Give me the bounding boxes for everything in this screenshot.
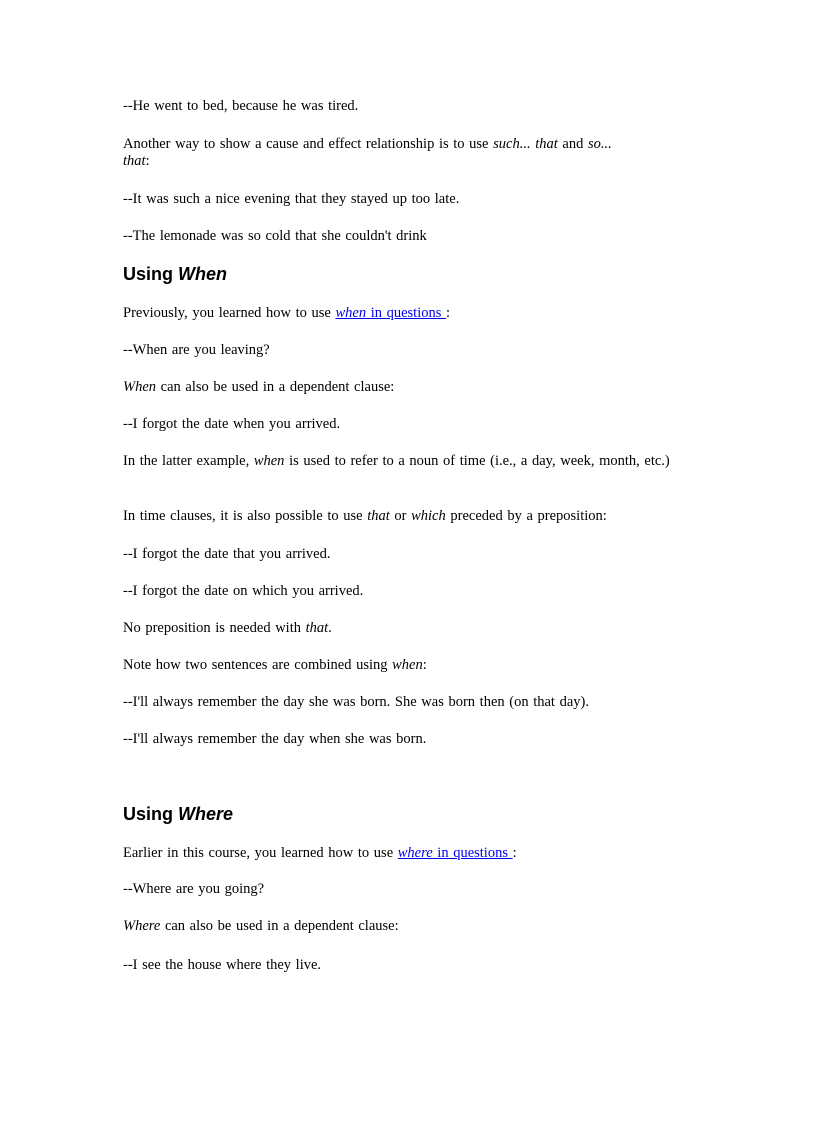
italic-that: that <box>123 153 146 169</box>
paragraph-previously: Previously, you learned how to use when in questions : <box>123 305 451 321</box>
paragraph-when-dependent: When can also be used in a dependent clause: <box>123 379 395 395</box>
example-forgot-date-on-which: --I forgot the date on which you arrived. <box>123 583 364 599</box>
example-where-going: --Where are you going? <box>123 881 265 897</box>
paragraph-such-that: Another way to show a cause and effect relationship is to use such... that and so... that: <box>123 136 612 169</box>
italic-that: that <box>535 136 558 152</box>
paragraph-where-dependent: Where can also be used in a dependent clause: <box>123 918 399 934</box>
text-segment: Another way to show a cause and effect relationship is to use <box>123 136 494 152</box>
document-page <box>123 0 703 1123</box>
example-forgot-date-when: --I forgot the date when you arrived. <box>123 416 341 432</box>
example-remember-day-when: --I'll always remember the day when she was born. <box>123 731 427 747</box>
example-when-leaving: --When are you leaving? <box>123 342 270 358</box>
heading-using-when: Using When <box>123 264 228 284</box>
paragraph-latter-example: In the latter example, when is used to refer to a noun of time (i.e., a day, week, month, etc.) <box>123 453 670 469</box>
heading-using-where: Using Where <box>123 804 234 824</box>
example-remember-born-then: --I'll always remember the day she was born. She was born then (on that day). <box>123 694 589 710</box>
paragraph-note-combined: Note how two sentences are combined using when: <box>123 657 427 673</box>
italic-such: such... <box>493 136 531 152</box>
italic-so: so... <box>587 136 612 152</box>
example-nice-evening: --It was such a nice evening that they stayed up too late. <box>123 191 460 207</box>
example-forgot-date-that: --I forgot the date that you arrived. <box>123 546 331 562</box>
paragraph-time-clauses: In time clauses, it is also possible to use that or which preceded by a preposition: <box>123 508 607 524</box>
example-lemonade: --The lemonade was so cold that she couldn't drink <box>123 228 427 244</box>
where-in-questions-link[interactable]: where in questions <box>397 845 513 861</box>
paragraph-earlier-course: Earlier in this course, you learned how to use where in questions : <box>123 845 517 861</box>
example-see-house: --I see the house where they live. <box>123 957 322 973</box>
when-in-questions-link[interactable]: when in questions <box>335 305 447 321</box>
paragraph-no-preposition: No preposition is needed with that. <box>123 620 332 636</box>
example-went-to-bed: --He went to bed, because he was tired. <box>123 98 359 114</box>
